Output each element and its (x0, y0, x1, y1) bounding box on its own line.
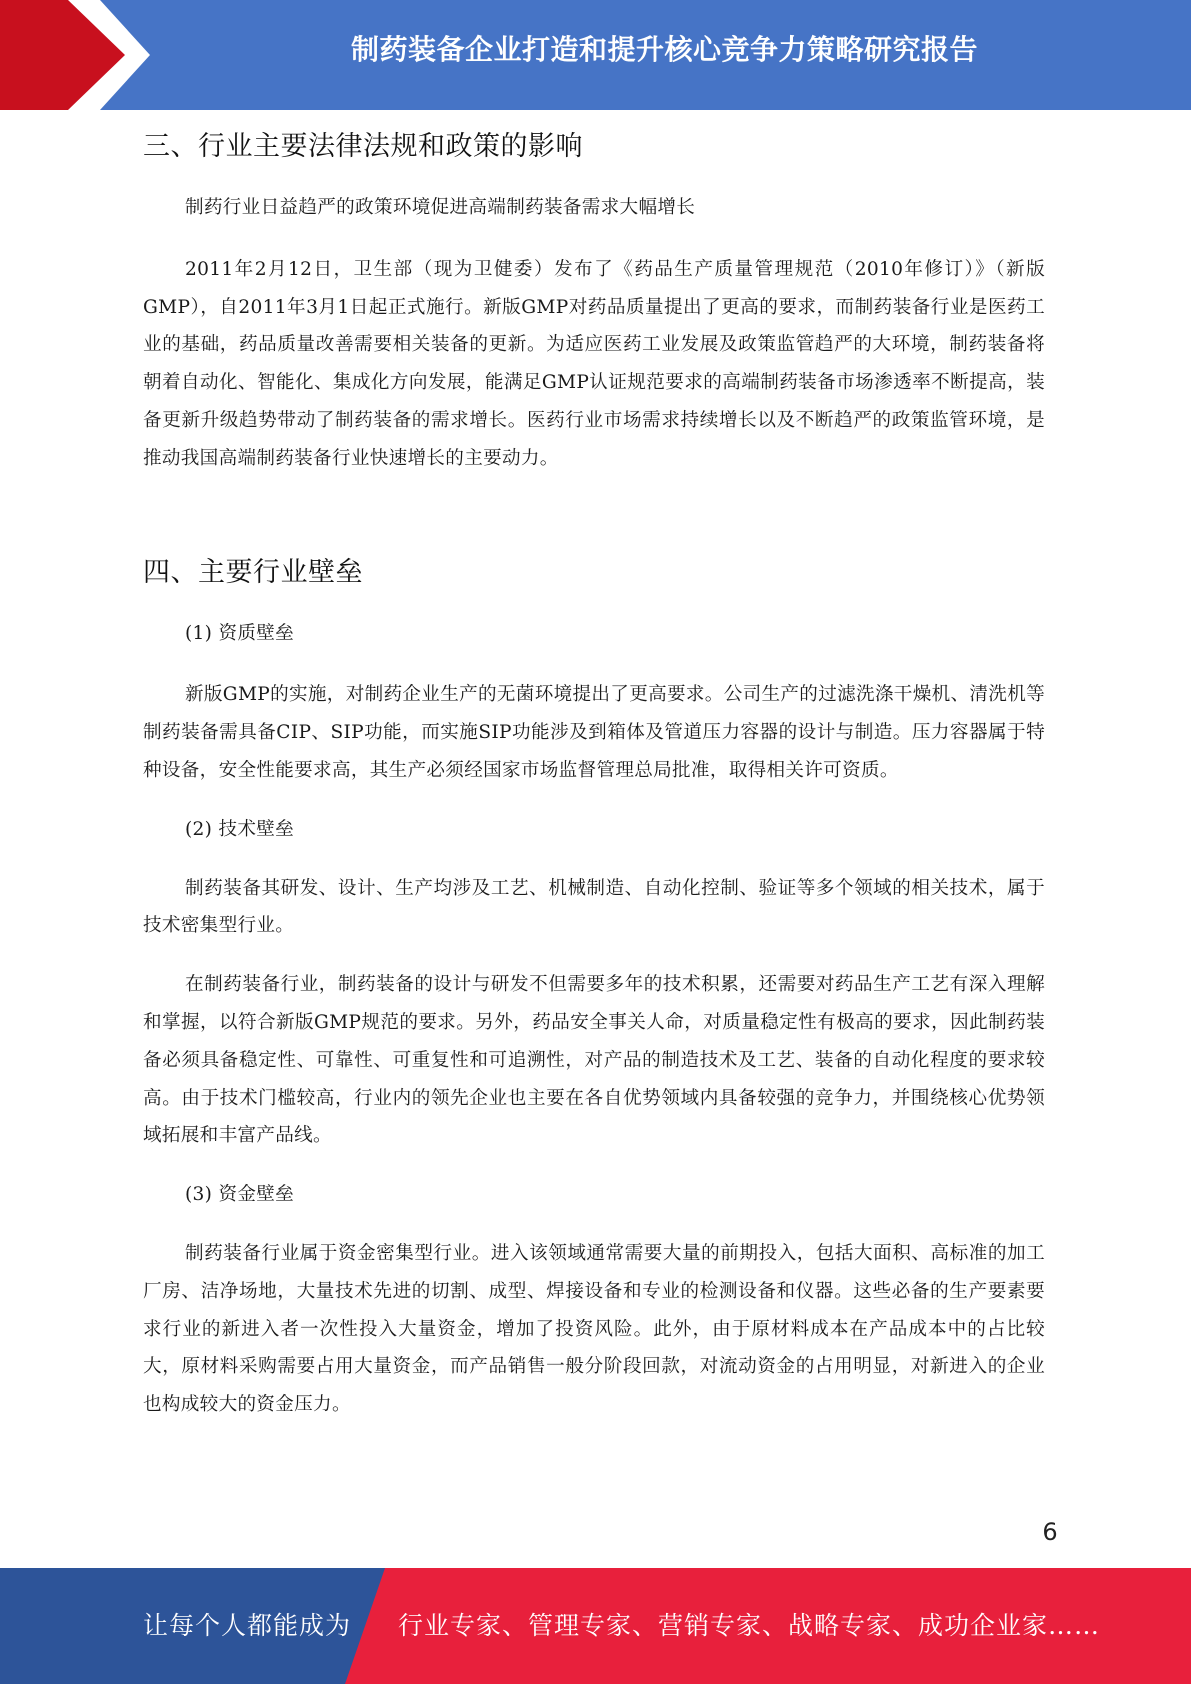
section-heading-barriers: 四、主要行业壁垒 (143, 556, 363, 588)
footer-slogan-right: 行业专家、管理专家、营销专家、战略专家、成功企业家…… (398, 1611, 1101, 1640)
paragraph-capital: 制药装备行业属于资金密集型行业。进入该领域通常需要大量的前期投入，包括大面积、高标准的加工厂房、洁净场地，大量技术先进的切割、成型、焊接设备和专业的检测设备和仪器。这些必备的生产要素要求行业的新进入者一次性投入大量资金，增加了投资风险。此外，由于原材料成本在产品成本中的占比较大，原材料采购需要占用大量资金，而产品销售一般分阶段回款，对流动资金的占用明显，对新进入的企业也构成较大的资金压力。 (143, 1242, 1045, 1416)
page-footer (0, 1568, 1191, 1684)
section-heading-policy: 三、行业主要法律法规和政策的影响 (143, 131, 583, 162)
paragraph-policy-intro: 制药行业日益趋严的政策环境促进高端制药装备需求大幅增长 (185, 197, 696, 218)
subheading-qualification: (1) 资质壁垒 (185, 622, 295, 644)
subheading-technology: (2) 技术壁垒 (185, 818, 295, 840)
paragraph-qualification: 新版GMP的实施，对制药企业生产的无菌环境提出了更高要求。公司生产的过滤洗涤干燥机、清洗机等制药装备需具备CIP、SIP功能，而实施SIP功能涉及到箱体及管道压力容器的设计与制造。压力容器属于特种设备，安全性能要求高，其生产必须经国家市场监督管理总局批准，取得相关许可资质。 (143, 684, 1045, 781)
paragraph-policy-gmp: 2011年2月12日，卫生部（现为卫健委）发布了《药品生产质量管理规范（2010年修订）》（新版GMP），自2011年3月1日起正式施行。新版GMP对药品质量提出了更高的要求，而制药装备行业是医药工业的基础，药品质量改善需要相关装备的更新。为适应医药工业发展及政策监管趋严的大环境，制药装备将朝着自动化、智能化、集成化方向发展，能满足GMP认证规范要求的高端制药装备市场渗透率不断提高，装备更新升级趋势带动了制药装备的需求增长。医药行业市场需求持续增长以及不断趋严的政策监管环境，是推动我国高端制药装备行业快速增长的主要动力。 (143, 258, 1045, 469)
footer-slogan-left: 让每个人都能成为 (143, 1611, 352, 1640)
subheading-capital: (3) 资金壁垒 (185, 1184, 295, 1206)
page-number: 6 (1042, 1518, 1058, 1546)
paragraph-technology-2: 在制药装备行业，制药装备的设计与研发不但需要多年的技术积累，还需要对药品生产工艺有深入理解和掌握，以符合新版GMP规范的要求。另外，药品安全事关人命，对质量稳定性有极高的要求，因此制药装备必须具备稳定性、可靠性、可重复性和可追溯性，对产品的制造技术及工艺、装备的自动化程度的要求较高。由于技术门槛较高，行业内的领先企业也主要在各自优势领域内具备较强的竞争力，并围绕核心优势领域拓展和丰富产品线。 (143, 974, 1045, 1147)
paragraph-technology-1: 制药装备其研发、设计、生产均涉及工艺、机械制造、自动化控制、验证等多个领域的相关技术，属于技术密集型行业。 (143, 877, 1045, 937)
page-header (0, 0, 1191, 110)
document-body (143, 124, 1045, 1424)
header-title: 制药装备企业打造和提升核心竞争力策略研究报告 (350, 33, 978, 66)
